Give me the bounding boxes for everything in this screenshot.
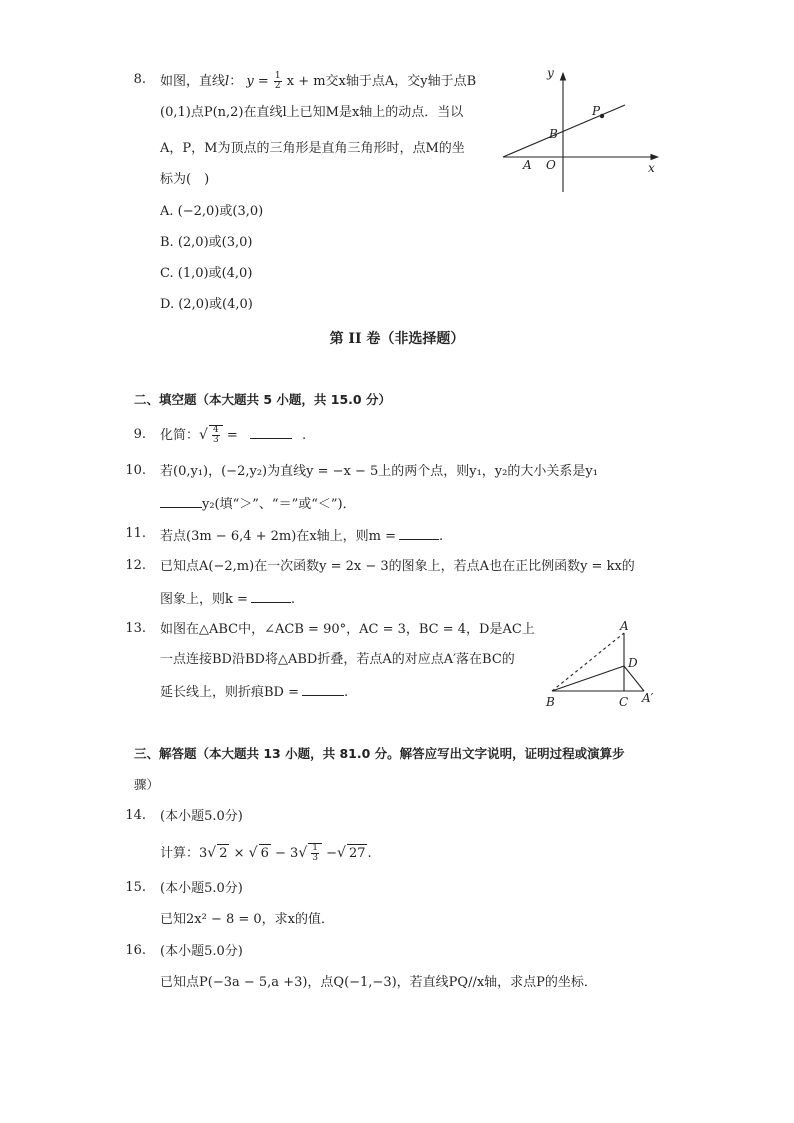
point-p-label: P <box>592 104 601 118</box>
option-text: (2,0)或(3,0) <box>177 235 253 250</box>
q14-period: . <box>367 846 372 861</box>
frac-numerator: 1 <box>274 71 281 81</box>
question-10-line-1: 若(0,y₁)，(−2,y₂)为直线y = −x − 5上的两个点，则y₁，y₂的大小关系是y₁ <box>160 464 598 479</box>
radical-sign: √ <box>199 427 208 443</box>
question-14-number: 14. <box>125 808 146 823</box>
q8-eq-lhs: y = <box>246 74 269 89</box>
question-14-expression <box>160 843 372 863</box>
option-text: (2,0)或(4,0) <box>178 297 253 312</box>
section-2-heading: 二、填空题（本大题共 5 小题，共 15.0 分） <box>134 392 391 407</box>
frac-denominator: 2 <box>274 81 281 91</box>
point-b-label: B <box>549 127 558 141</box>
q11-answer-blank <box>399 526 439 540</box>
question-13-number: 13. <box>125 621 146 636</box>
question-14-score: (本小题5.0分) <box>160 809 243 824</box>
question-13-line-1: 如图在△ABC中，∠ACB = 90°，AC = 3，BC = 4，D是AC上 <box>160 622 535 637</box>
question-13-line-2: 一点连接BD沿BD将△ABD折叠，若点A的对应点A′落在BC的 <box>160 652 515 667</box>
question-8-stem-line-2: (0,1)点P(n,2)在直线l上已知M是x轴上的动点．当以 <box>160 105 464 120</box>
q14-fraction <box>311 844 319 863</box>
question-11-text <box>160 526 443 546</box>
question-8-stem-line-3: A，P，M为顶点的三角形是直角三角形时，点M的坐 <box>160 141 465 156</box>
option-label: B. <box>160 235 174 250</box>
section-3-heading-line-2: 骤） <box>134 777 160 792</box>
point-a-label: A <box>523 158 532 172</box>
option-text: (1,0)或(4,0) <box>177 266 253 281</box>
question-9-text <box>160 425 306 445</box>
x-axis-label: x <box>648 161 655 175</box>
q10-line-2-text: y₂(填“＞”、“＝”或“＜”)． <box>202 497 356 512</box>
point-a-prime-label: A′ <box>642 691 654 705</box>
q8-eq-rhs: x + m交x轴于点A，交y轴于点B <box>286 74 477 89</box>
q11-period: . <box>439 529 444 544</box>
q9-answer-blank <box>250 425 292 439</box>
q13-period: . <box>344 685 349 700</box>
q8-option-b <box>160 234 252 252</box>
section-3-heading-line-1: 三、解答题（本大题共 13 小题，共 81.0 分。解答应写出文字说明，证明过程或演算步 <box>134 746 625 761</box>
part-2-title: 第 II 卷（非选择题） <box>329 331 465 347</box>
question-8-stem-line-4: 标为( ) <box>160 172 210 187</box>
point-a-label: A <box>620 619 629 633</box>
q12-answer-blank <box>251 589 291 603</box>
q11-text: 若点(3m − 6,4 + 2m)在x轴上，则m = <box>160 529 397 544</box>
option-text: (−2,0)或(3,0) <box>177 204 264 219</box>
q8-option-d <box>160 296 253 314</box>
q9-fraction <box>212 426 220 445</box>
frac-numerator: 4 <box>212 425 219 435</box>
option-label: A. <box>160 204 174 219</box>
radical-sign: √ <box>337 845 346 861</box>
q14-times: × <box>233 846 245 861</box>
question-13-line-3 <box>160 682 348 702</box>
question-10-number: 10. <box>125 463 146 478</box>
q13-answer-blank <box>302 682 344 696</box>
question-16-score: (本小题5.0分) <box>160 944 243 959</box>
q14-radicand-frac <box>308 843 322 863</box>
question-12-number: 12. <box>125 558 146 573</box>
q14-radicand-1: 2 <box>219 846 228 861</box>
point-b-label: B <box>546 695 555 709</box>
q13-text: 延长线上，则折痕BD = <box>160 685 300 700</box>
question-16-text: 已知点P(−3a − 5,a +3)，点Q(−1,−3)，若直线PQ//x轴，求点P的坐标． <box>160 975 597 990</box>
q12-period: . <box>290 592 296 607</box>
question-10-line-2 <box>160 494 356 514</box>
q8-coordinate-figure <box>495 65 665 200</box>
radical-sign: √ <box>248 845 258 861</box>
segment-bd <box>552 666 624 691</box>
y-axis-label: y <box>547 66 554 80</box>
q14-radicand-3: 27 <box>348 846 366 861</box>
q12-text: 图象上，则k = <box>160 592 248 607</box>
q14-minus-2: − <box>326 846 338 861</box>
q13-triangle-figure <box>540 618 665 713</box>
q9-equals: = <box>226 428 238 443</box>
segment-ba-dashed <box>552 633 624 691</box>
radical-sign: √ <box>207 845 217 861</box>
q8-option-c <box>160 265 252 283</box>
q8-text: 如图，直线 <box>160 74 226 89</box>
point-d-label: D <box>628 656 638 670</box>
q9-period: . <box>302 428 307 443</box>
q8-option-a <box>160 203 263 221</box>
question-8-stem-line-1 <box>160 72 476 91</box>
origin-label: O <box>546 158 556 172</box>
frac-denominator: 3 <box>212 435 219 445</box>
option-label: D. <box>160 297 175 312</box>
q9-prefix: 化简： <box>160 428 200 443</box>
q10-answer-blank <box>160 494 202 508</box>
radical-sign: √ <box>298 845 308 861</box>
point-p <box>600 114 604 118</box>
q8-fraction <box>274 72 282 91</box>
question-15-text: 已知2x² − 8 = 0，求x的值． <box>160 912 335 927</box>
q9-radicand <box>209 425 223 445</box>
option-label: C. <box>160 266 174 281</box>
point-c-label: C <box>619 695 629 709</box>
question-11-number: 11. <box>125 526 146 541</box>
question-15-score: (本小题5.0分) <box>160 881 243 896</box>
question-12-line-1: 已知点A(−2,m)在一次函数y = 2x − 3的图象上，若点A也在正比例函数y = kx的 <box>160 559 635 574</box>
question-12-line-2 <box>160 589 295 609</box>
question-15-number: 15. <box>125 880 146 895</box>
question-8-number: 8. <box>133 72 146 87</box>
q8-line-l: l <box>225 74 230 89</box>
q14-radicand-2: 6 <box>260 846 269 861</box>
q14-minus: − 3 <box>275 846 299 861</box>
q8-colon: ： <box>229 74 243 89</box>
question-9-number: 9. <box>133 427 146 442</box>
frac-numerator: 1 <box>312 843 318 853</box>
line-l <box>503 105 625 157</box>
q14-prefix: 计算：3 <box>160 846 208 861</box>
question-16-number: 16. <box>125 943 146 958</box>
frac-denominator: 3 <box>312 853 318 863</box>
